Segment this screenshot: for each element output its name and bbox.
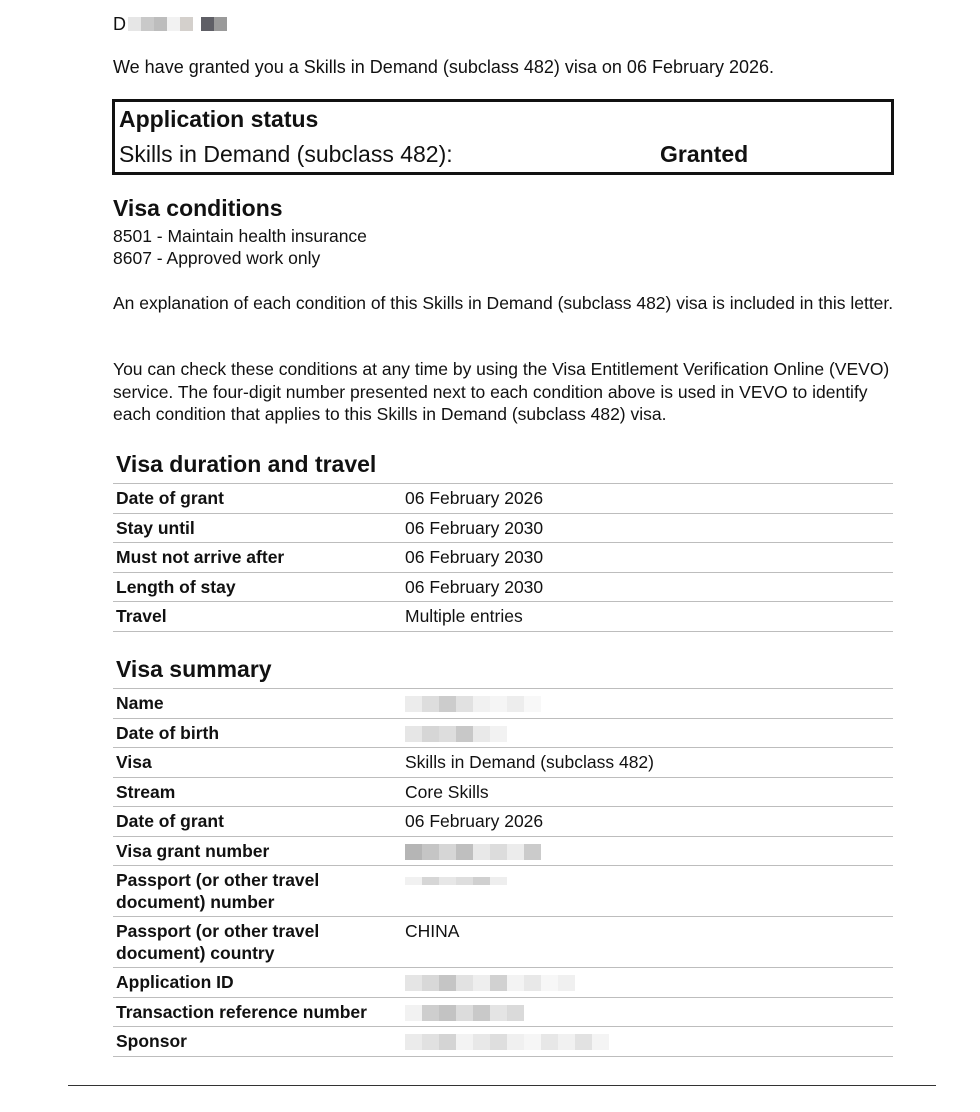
visa-conditions-title: Visa conditions bbox=[113, 195, 283, 221]
row-label: Stay until bbox=[113, 513, 402, 543]
table-row bbox=[113, 689, 893, 719]
table-row bbox=[113, 1027, 893, 1057]
row-label: Stream bbox=[113, 777, 402, 807]
table-row bbox=[113, 718, 893, 748]
redacted-mosaic bbox=[405, 1005, 524, 1021]
row-value: 06 February 2030 bbox=[402, 572, 893, 602]
row-value bbox=[402, 1027, 893, 1057]
condition-item: 8501 - Maintain health insurance bbox=[113, 226, 367, 246]
redacted-mosaic bbox=[405, 1034, 609, 1050]
row-value: 06 February 2030 bbox=[402, 543, 893, 573]
application-status-title: Application status bbox=[119, 106, 319, 132]
row-value bbox=[402, 866, 893, 917]
table-row bbox=[113, 513, 893, 543]
application-status-visa: Skills in Demand (subclass 482): bbox=[119, 141, 453, 167]
row-value: Multiple entries bbox=[402, 602, 893, 632]
row-value: Core Skills bbox=[402, 777, 893, 807]
visa-duration-table bbox=[113, 483, 893, 632]
row-value bbox=[402, 718, 893, 748]
redacted-mosaic bbox=[405, 975, 575, 991]
condition-item: 8607 - Approved work only bbox=[113, 248, 321, 268]
redacted-mosaic bbox=[405, 877, 507, 885]
row-label: Passport (or other travel document) number bbox=[113, 866, 402, 917]
row-label: Date of birth bbox=[113, 718, 402, 748]
page-divider bbox=[68, 1085, 936, 1086]
application-status-value: Granted bbox=[660, 141, 749, 167]
table-row bbox=[113, 807, 893, 837]
row-label: Application ID bbox=[113, 968, 402, 998]
row-label: Visa bbox=[113, 748, 402, 778]
row-value: 06 February 2026 bbox=[402, 807, 893, 837]
table-row bbox=[113, 836, 893, 866]
row-value bbox=[402, 968, 893, 998]
row-label: Must not arrive after bbox=[113, 543, 402, 573]
row-label: Date of grant bbox=[113, 484, 402, 514]
row-label: Sponsor bbox=[113, 1027, 402, 1057]
redacted-mosaic bbox=[405, 726, 507, 742]
row-value bbox=[402, 836, 893, 866]
row-value: 06 February 2030 bbox=[402, 513, 893, 543]
redacted-mosaic bbox=[405, 844, 541, 860]
row-label: Name bbox=[113, 689, 402, 719]
row-label: Date of grant bbox=[113, 807, 402, 837]
row-value bbox=[402, 689, 893, 719]
redacted-name-mosaic bbox=[128, 17, 227, 31]
row-label: Visa grant number bbox=[113, 836, 402, 866]
row-value: CHINA bbox=[402, 917, 893, 968]
row-value: 06 February 2026 bbox=[402, 484, 893, 514]
visa-summary-table bbox=[113, 688, 893, 1057]
visa-conditions-list bbox=[113, 225, 367, 269]
row-label: Length of stay bbox=[113, 572, 402, 602]
salutation bbox=[113, 12, 227, 36]
row-value bbox=[402, 997, 893, 1027]
row-label: Travel bbox=[113, 602, 402, 632]
table-row bbox=[113, 997, 893, 1027]
table-row bbox=[113, 777, 893, 807]
table-row bbox=[113, 748, 893, 778]
visa-duration-title: Visa duration and travel bbox=[116, 451, 377, 477]
salutation-text: D bbox=[113, 13, 126, 34]
visa-summary-title: Visa summary bbox=[116, 656, 272, 682]
grant-intro: We have granted you a Skills in Demand (subclass 482) visa on 06 February 2026. bbox=[113, 57, 775, 77]
table-row bbox=[113, 484, 893, 514]
table-row bbox=[113, 866, 893, 917]
redacted-mosaic bbox=[405, 696, 541, 712]
table-row bbox=[113, 968, 893, 998]
application-status-box bbox=[112, 99, 894, 175]
row-label: Transaction reference number bbox=[113, 997, 402, 1027]
table-row bbox=[113, 572, 893, 602]
vevo-info: You can check these conditions at any time by using the Visa Entitlement Verification Online (VEVO) service. The four-digit number presented next to each condition above is used in VEVO to identify each condition that applies to this Skills in Demand (subclass 482) visa. bbox=[113, 359, 890, 424]
conditions-explanation: An explanation of each condition of this Skills in Demand (subclass 482) visa is included in this letter. bbox=[113, 293, 894, 313]
table-row bbox=[113, 602, 893, 632]
table-row bbox=[113, 543, 893, 573]
table-row bbox=[113, 917, 893, 968]
row-label: Passport (or other travel document) country bbox=[113, 917, 402, 968]
row-value: Skills in Demand (subclass 482) bbox=[402, 748, 893, 778]
